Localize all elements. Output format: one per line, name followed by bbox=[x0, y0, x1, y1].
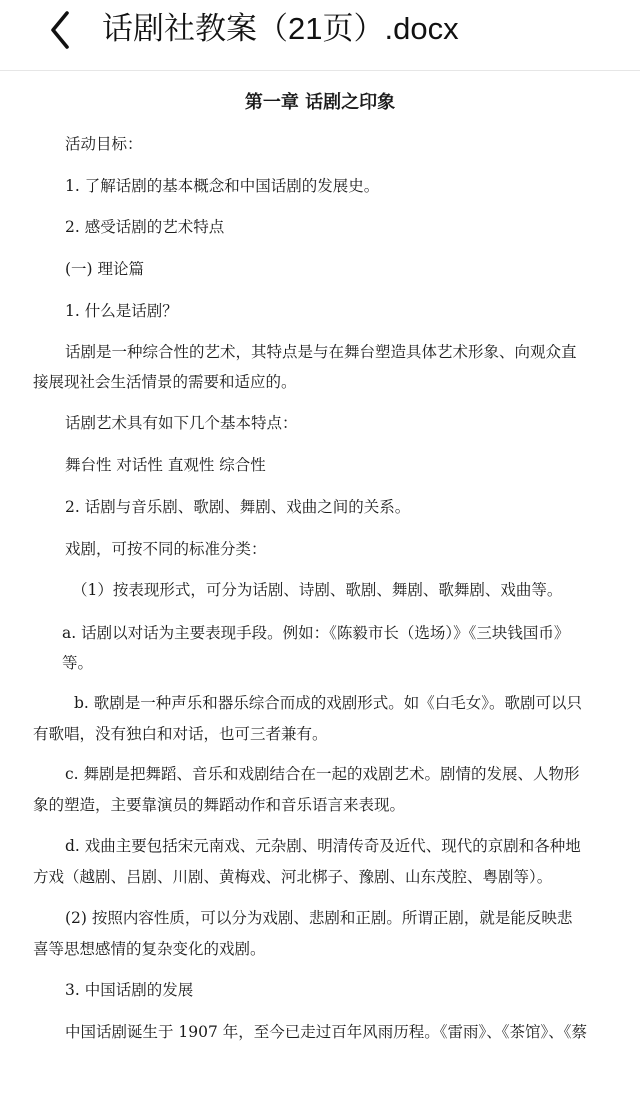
chapter-title: 第一章 话剧之印象 bbox=[244, 92, 396, 113]
paragraph-line: 3. 中国话剧的发展 bbox=[65, 981, 194, 999]
paragraph-line: 话剧是一种综合性的艺术，其特点是与在舞台塑造具体艺术形象、向观众直 bbox=[65, 343, 577, 361]
back-button[interactable] bbox=[36, 6, 84, 54]
paragraph-line: b. 歌剧是一种声乐和器乐综合而成的戏剧形式。如《白毛女》。歌剧可以只 bbox=[74, 694, 583, 712]
paragraph-line: 象的塑造，主要靠演员的舞蹈动作和音乐语言来表现。 bbox=[33, 796, 406, 814]
paragraph-line: 舞台性 对话性 直观性 综合性 bbox=[65, 456, 266, 474]
paragraph-line: 1. 什么是话剧？ bbox=[65, 302, 178, 320]
paragraph-line: 活动目标： bbox=[65, 135, 143, 153]
paragraph-line: 话剧艺术具有如下几个基本特点： bbox=[65, 414, 298, 432]
paragraph-line: 接展现社会生活情景的需要和适应的。 bbox=[33, 373, 297, 391]
paragraph-line: a. 话剧以对话为主要表现手段。例如：《陈毅市长（选场）》《三块钱国币》 bbox=[62, 624, 570, 642]
paragraph-line: c. 舞剧是把舞蹈、音乐和戏剧结合在一起的戏剧艺术。剧情的发展、人物形 bbox=[65, 765, 580, 783]
paragraph-line: 有歌唱，没有独白和对话，也可三者兼有。 bbox=[33, 725, 328, 743]
paragraph-line: 1. 了解话剧的基本概念和中国话剧的发展史。 bbox=[65, 177, 380, 195]
top-bar bbox=[0, 0, 640, 71]
paragraph-line: （1）按表现形式，可分为话剧、诗剧、歌剧、舞剧、歌舞剧、戏曲等。 bbox=[72, 581, 563, 599]
chevron-left-icon bbox=[45, 9, 75, 51]
paragraph-line: 喜等思想感情的复杂变化的戏剧。 bbox=[33, 940, 266, 958]
paragraph-line: 等。 bbox=[62, 654, 94, 672]
section-heading: (一) 理论篇 bbox=[65, 260, 145, 278]
document-title: 话剧社教案（21页）.docx bbox=[102, 11, 459, 46]
document-page[interactable] bbox=[0, 71, 640, 1093]
paragraph-line: 戏剧，可按不同的标准分类： bbox=[65, 540, 267, 558]
paragraph-line: 2. 话剧与音乐剧、歌剧、舞剧、戏曲之间的关系。 bbox=[65, 498, 411, 516]
paragraph-line: d. 戏曲主要包括宋元南戏、元杂剧、明清传奇及近代、现代的京剧和各种地 bbox=[65, 837, 581, 855]
paragraph-line: 中国话剧诞生于 1907 年，至今已走过百年风雨历程。《雷雨》、《茶馆》、《蔡 bbox=[65, 1023, 588, 1041]
paragraph-line: 方戏（越剧、吕剧、川剧、黄梅戏、河北梆子、豫剧、山东茂腔、粤剧等）。 bbox=[33, 868, 553, 886]
paragraph-line: 2. 感受话剧的艺术特点 bbox=[65, 218, 225, 236]
paragraph-line: (2) 按照内容性质，可以分为戏剧、悲剧和正剧。所谓正剧，就是能反映悲 bbox=[65, 909, 573, 927]
